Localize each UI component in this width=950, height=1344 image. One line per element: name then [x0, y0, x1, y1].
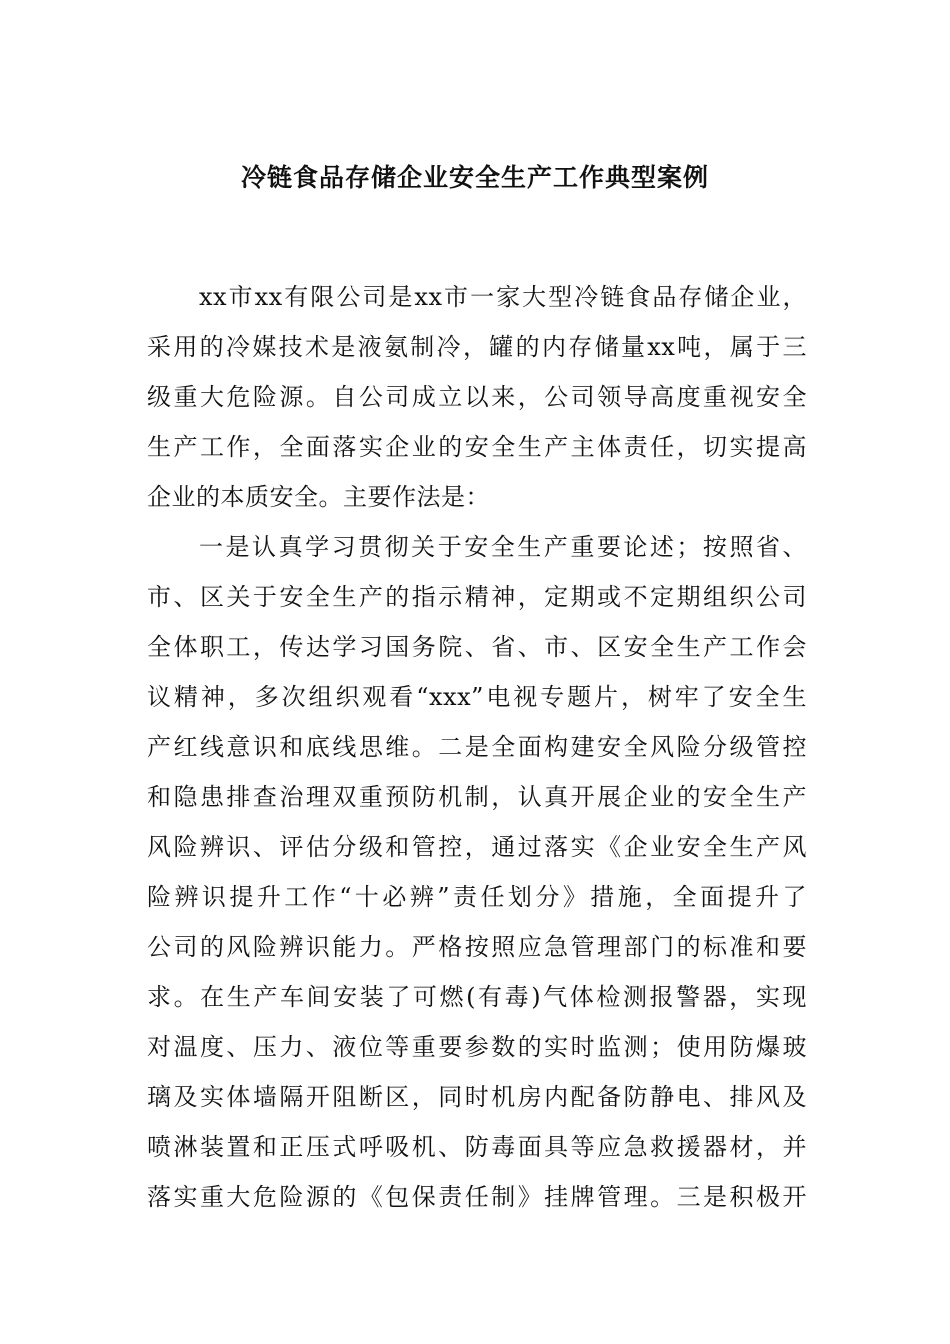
paragraph-line: xx市xx有限公司是xx市一家大型冷链食品存储企业，	[199, 283, 807, 311]
paragraph-line: 璃及实体墙隔开阻断区，同时机房内配备防静电、排风及	[147, 1083, 807, 1111]
paragraph-line: 和隐患排查治理双重预防机制，认真开展企业的安全生产	[147, 783, 807, 811]
paragraph-line: 级重大危险源。自公司成立以来，公司领导高度重视安全	[147, 383, 807, 411]
document-title: 冷链食品存储企业安全生产工作典型案例	[240, 163, 709, 192]
paragraph-line: 生产工作，全面落实企业的安全生产主体责任，切实提高	[147, 433, 807, 461]
paragraph-line: 风险辨识、评估分级和管控，通过落实《企业安全生产风	[147, 833, 807, 861]
paragraph-line: 落实重大危险源的《包保责任制》挂牌管理。三是积极开	[147, 1183, 807, 1211]
paragraph-line: 求。在生产车间安装了可燃(有毒)气体检测报警器，实现	[147, 983, 807, 1011]
paragraph-line: 采用的冷媒技术是液氨制冷，罐的内存储量xx吨，属于三	[147, 333, 807, 361]
paragraph-line: 市、区关于安全生产的指示精神，定期或不定期组织公司	[147, 583, 807, 611]
paragraph-line: 险辨识提升工作“十必辨”责任划分》措施，全面提升了	[147, 883, 807, 911]
paragraph-line: 一是认真学习贯彻关于安全生产重要论述；按照省、	[199, 533, 807, 561]
document-body	[147, 272, 807, 1222]
paragraph-line: 全体职工，传达学习国务院、省、市、区安全生产工作会	[147, 633, 807, 661]
paragraph-line: 企业的本质安全。主要作法是：	[147, 483, 490, 511]
paragraph-line: 产红线意识和底线思维。二是全面构建安全风险分级管控	[147, 733, 807, 761]
paragraph-line: 对温度、压力、液位等重要参数的实时监测；使用防爆玻	[147, 1033, 807, 1061]
paragraph-line: 喷淋装置和正压式呼吸机、防毒面具等应急救援器材，并	[147, 1133, 807, 1161]
paragraph-line: 议精神，多次组织观看“xxx”电视专题片，树牢了安全生	[147, 683, 807, 711]
paragraph-line: 公司的风险辨识能力。严格按照应急管理部门的标准和要	[147, 933, 807, 961]
